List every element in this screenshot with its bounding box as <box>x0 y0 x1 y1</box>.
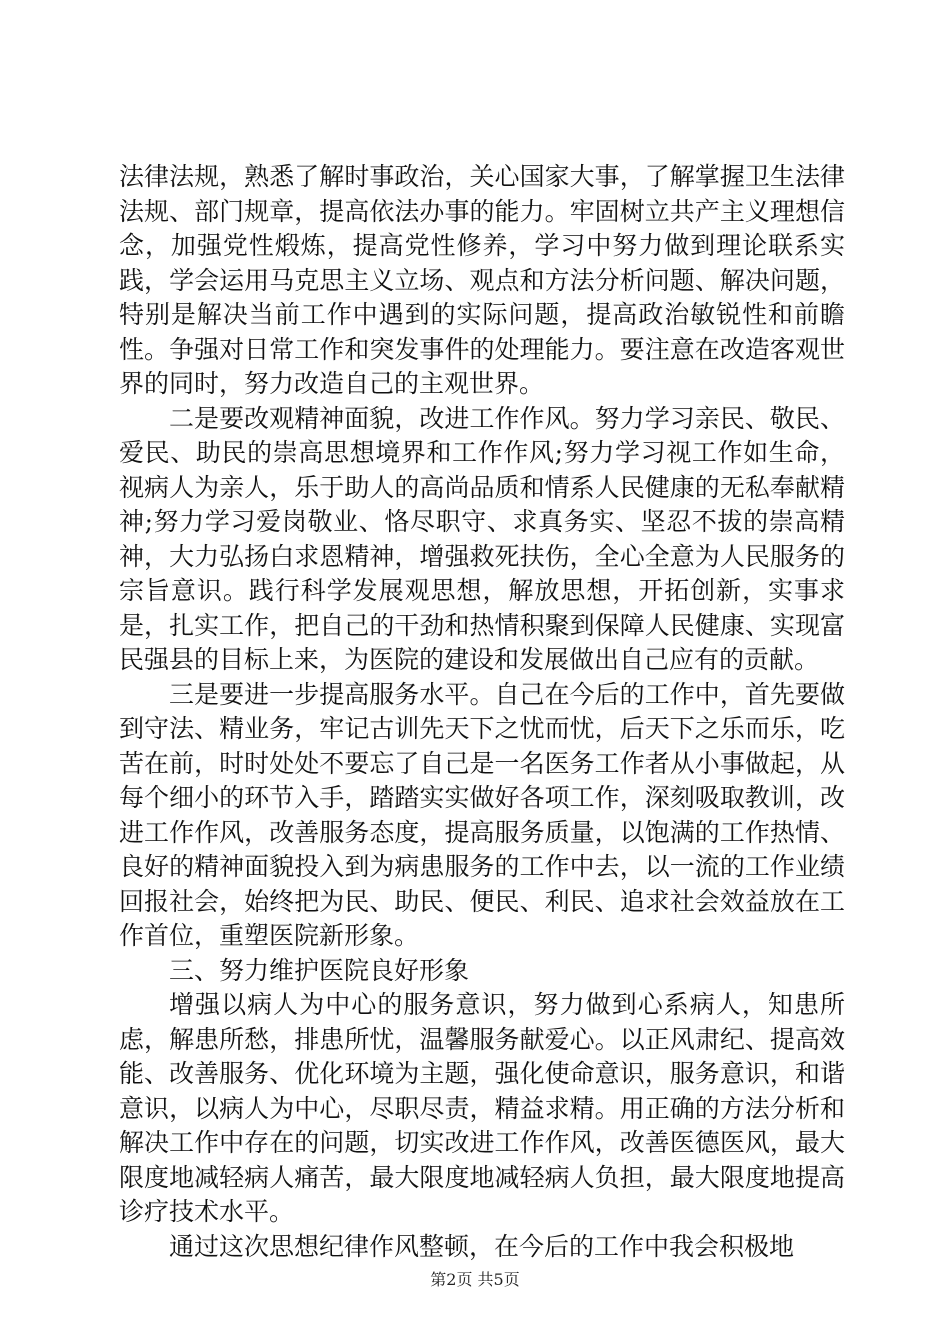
paragraph-patient-centered: 增强以病人为中心的服务意识，努力做到心系病人，知患所虑，解患所愁，排患所忧，温馨服务献爱心。以正风肃纪、提高效能、改善服务、优化环境为主题，强化使命意识，服务意识，和谐意识，以病人为中心，尽职尽责，精益求精。用正确的方法分析和解决工作中存在的问题，切实改进工作作风，改善医德医风，最大限度地减轻病人痛苦，最大限度地减轻病人负担，最大限度地提高诊疗技术水平。 <box>119 990 845 1226</box>
section-heading: 三、努力维护医院良好形象 <box>169 955 470 985</box>
paragraph-continuation: 法律法规，熟悉了解时事政治，关心国家大事，了解掌握卫生法律法规、部门规章，提高依法办事的能力。牢固树立共产主义理想信念，加强党性煅炼，提高党性修养，学习中努力做到理论联系实践，学会运用马克思主义立场、观点和方法分析问题、解决问题，特别是解决当前工作中遇到的实际问题，提高政治敏锐性和前瞻性。争强对日常工作和突发事件的处理能力。要注意在改造客观世界的同时，努力改造自己的主观世界。 <box>119 162 845 398</box>
paragraph-spirit-style: 二是要改观精神面貌，改进工作作风。努力学习亲民、敬民、爱民、助民的崇高思想境界和工作作风;努力学习视工作如生命，视病人为亲人，乐于助人的高尚品质和情系人民健康的无私奉献精神;努力学习爱岗敬业、恪尽职守、求真务实、坚忍不拔的崇高精神，大力弘扬白求恩精神，增强救死扶伤，全心全意为人民服务的宗旨意识。践行科学发展观思想，解放思想，开拓创新，实事求是，扎实工作，把自己的干劲和热情积聚到保障人民健康、实现富民强县的目标上来，为医院的建设和发展做出自己应有的贡献。 <box>119 403 845 674</box>
paragraph-service-level: 三是要进一步提高服务水平。自己在今后的工作中，首先要做到守法、精业务，牢记古训先天下之忧而忧，后天下之乐而乐，吃苦在前，时时处处不要忘了自己是一名医务工作者从小事做起，从每个细小的环节入手，踏踏实实做好各项工作，深刻吸取教训，改进工作作风，改善服务态度，提高服务质量，以饱满的工作热情、良好的精神面貌投入到为病患服务的工作中去，以一流的工作业绩回报社会，始终把为民、助民、便民、利民、追求社会效益放在工作首位，重塑医院新形象。 <box>119 679 845 950</box>
document-body <box>119 160 845 1264</box>
paragraph-closing: 通过这次思想纪律作风整顿，在今后的工作中我会积极地 <box>169 1231 795 1261</box>
page-number-footer: 第2页 共5页 <box>430 1270 520 1289</box>
